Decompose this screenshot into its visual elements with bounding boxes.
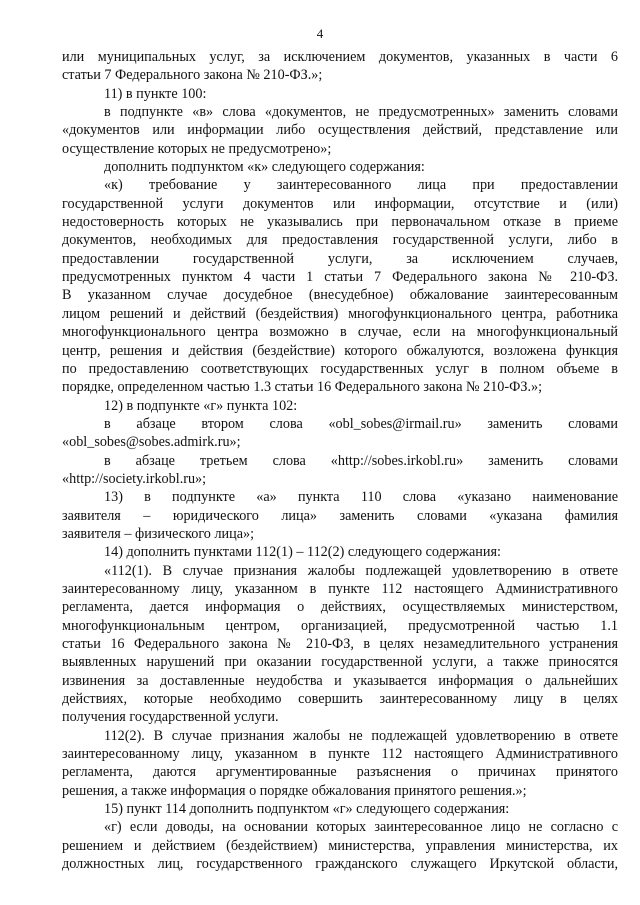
text-line: 13) в подпункте «а» пункта 110 слова «указано наименование xyxy=(104,489,618,506)
text-line: решением и действием (бездействием) министерства, управления министерства, их xyxy=(62,837,618,854)
text-line: документов, необходимых для предоставления государственной услуги, либо в xyxy=(62,232,618,249)
text-line: выявленных нарушений при оказании государственной услуги, а также приносятся xyxy=(62,654,618,671)
text-line: дополнить подпунктом «к» следующего содержания: xyxy=(104,159,425,176)
text-line: решения, а также информация о порядке обжалования принятого решения.»; xyxy=(62,782,527,799)
text-line: лицом решений и действий (бездействия) многофункционального центра, работника xyxy=(62,305,618,322)
text-line: 11) в пункте 100: xyxy=(104,85,207,102)
text-line: «документов или информации либо осуществления действий, представление или xyxy=(62,122,618,139)
text-line: центр, решения и действия (бездействие) которого обжалуются, возложена функция xyxy=(62,342,618,359)
text-line: «112(1). В случае признания жалобы подлежащей удовлетворению в ответе xyxy=(104,562,618,579)
text-line: или муниципальных услуг, за исключением документов, указанных в части 6 xyxy=(62,49,618,65)
text-line: государственной услуги документов или информации, отсутствие и (или) xyxy=(62,195,618,212)
text-line: по предоставлению соответствующих государственных услуг в полном объеме в xyxy=(62,360,618,377)
text-line: «г) если доводы, на основании которых заинтересованное лицо не согласно с xyxy=(104,819,618,836)
text-line: 112(2). В случае признания жалобы не подлежащей удовлетворению в ответе xyxy=(104,727,618,744)
text-line: в подпункте «в» слова «документов, не предусмотренных» заменить словами xyxy=(104,104,618,121)
text-line: заинтересованному лицу, указанном в пункте 112 настоящего Административного xyxy=(62,580,618,597)
text-line: «obl_sobes@sobes.admirk.ru»; xyxy=(62,434,241,451)
page-number: 4 xyxy=(316,26,324,41)
text-line: «http://society.irkobl.ru»; xyxy=(62,470,207,487)
text-line: заинтересованному лицу, указанном в пункте 112 настоящего Административного xyxy=(62,746,618,763)
text-line: 12) в подпункте «г» пункта 102: xyxy=(104,397,298,414)
text-line: многофункционального центра возможно в случае, если на многофункциональный xyxy=(62,324,618,341)
text-line: осуществление которых не предусмотрено»; xyxy=(62,140,332,157)
text-line: в абзаце втором слова «obl_sobes@irmail.ru» заменить словами xyxy=(104,415,618,432)
text-line: статьи 16 Федерального закона № 210-ФЗ, в целях незамедлительного устранения xyxy=(62,636,618,652)
text-line: предусмотренных пунктом 4 части 1 статьи 7 Федерального закона № 210-ФЗ. xyxy=(62,269,618,286)
text-line: регламента, даются аргументированные разъяснения о причинах принятого xyxy=(62,764,618,781)
text-line: недостоверность которых не указывались при первоначальном отказе в приеме xyxy=(62,214,618,231)
text-line: статьи 7 Федерального закона № 210-ФЗ.»; xyxy=(62,67,323,84)
text-line: многофункциональным центром, организацией, предусмотренной частью 1.1 xyxy=(62,617,618,634)
text-line: извинения за доставленные неудобства и указывается информация о дальнейших xyxy=(62,672,618,689)
text-line: заявителя – юридического лица» заменить словами «указана фамилия xyxy=(62,507,618,524)
text-line: в абзаце третьем слова «http://sobes.irkobl.ru» заменить словами xyxy=(104,452,618,469)
text-line: 14) дополнить пунктами 112(1) – 112(2) следующего содержания: xyxy=(104,544,501,561)
text-line: получения государственной услуги. xyxy=(62,709,279,726)
text-line: 15) пункт 114 дополнить подпунктом «г» следующего содержания: xyxy=(104,801,510,818)
text-line: В указанном случае досудебное (внесудебное) обжалование заинтересованным xyxy=(62,287,618,304)
text-line: предоставлении государственной услуги, за исключением случаев, xyxy=(62,250,618,267)
document-body xyxy=(62,48,618,873)
text-line: действиях, которые необходимо совершить заинтересованному лицу в целях xyxy=(62,691,618,708)
text-line: порядке, определенном частью 1.3 статьи 16 Федерального закона № 210-ФЗ.»; xyxy=(62,379,543,396)
text-line: «к) требование у заинтересованного лица при предоставлении xyxy=(104,177,618,194)
text-line: регламента, дается информация о действиях, осуществляемых министерством, xyxy=(62,599,618,616)
text-line: заявителя – физического лица»; xyxy=(62,525,255,542)
text-line: должностных лиц, государственного гражданского служащего Иркутской области, xyxy=(62,856,618,873)
